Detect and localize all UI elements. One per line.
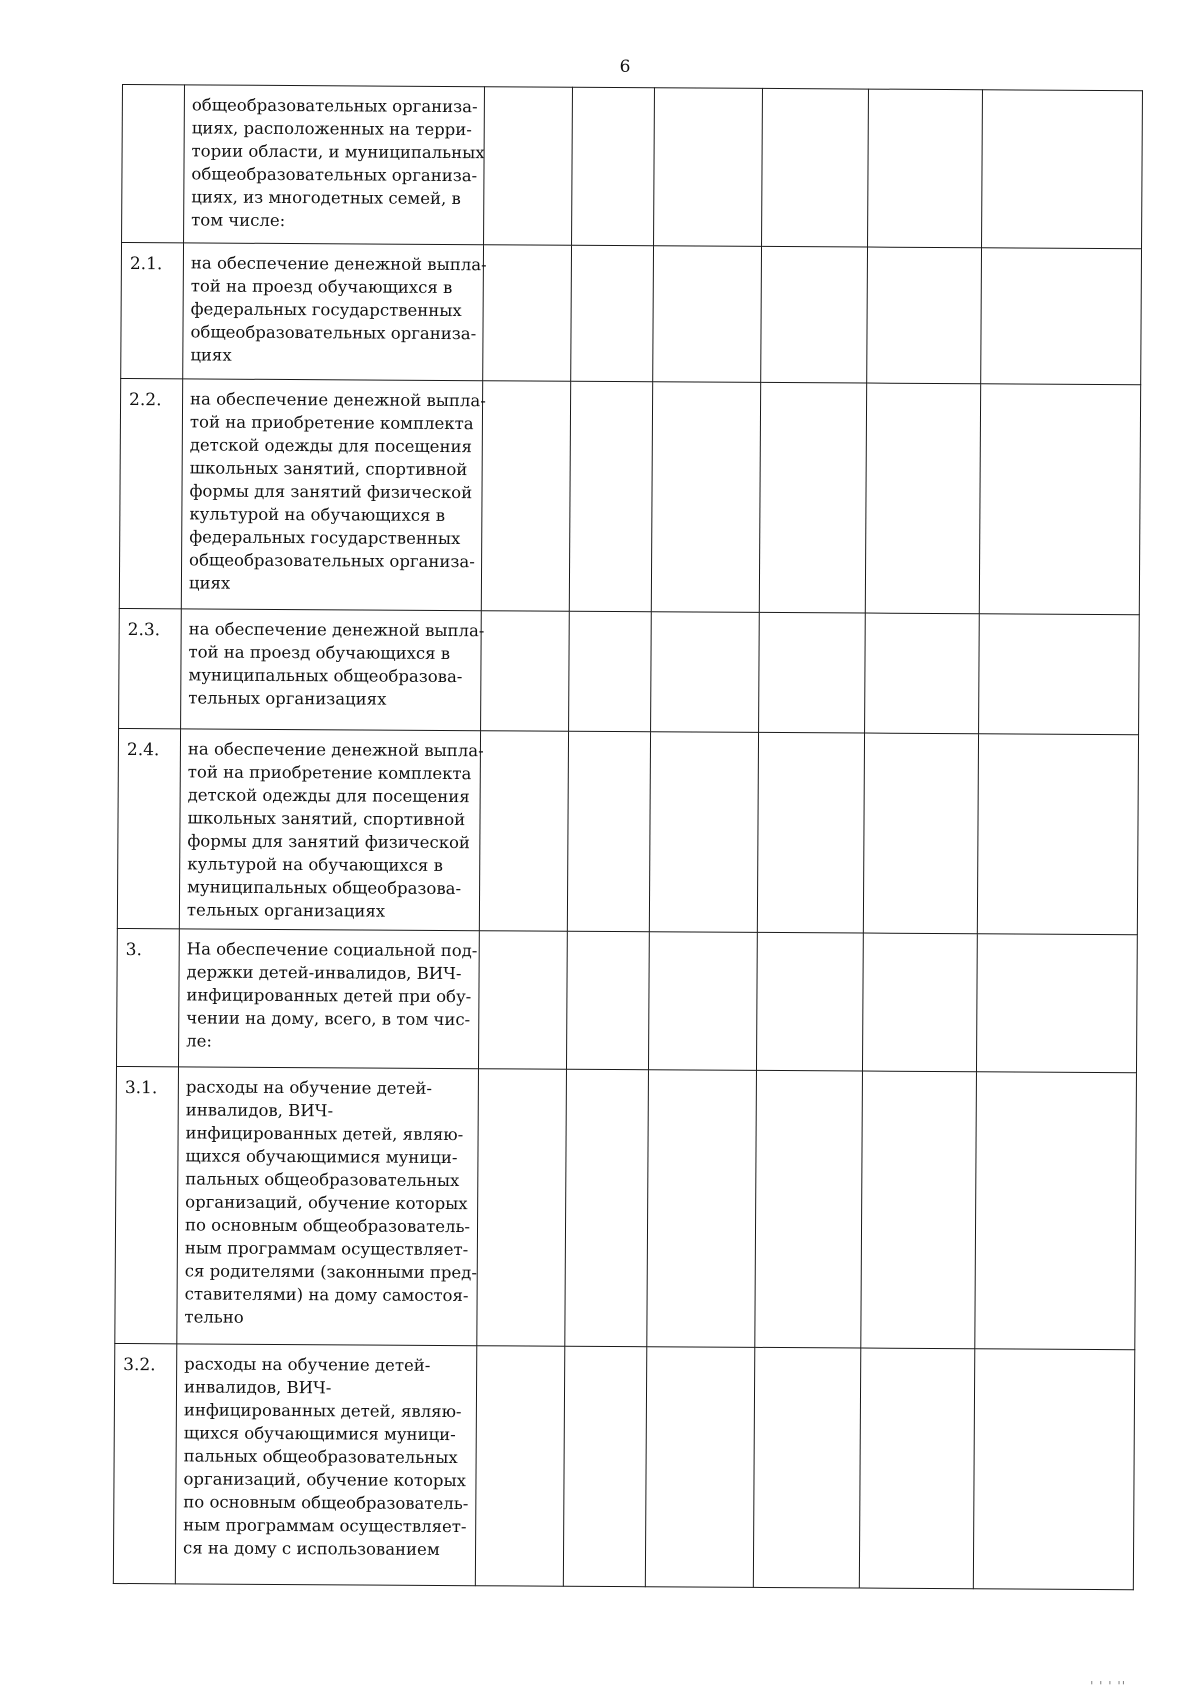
budget-table xyxy=(113,84,1143,1590)
value-cell-empty xyxy=(484,87,573,246)
value-cell-empty xyxy=(654,88,763,247)
description-line: тории области, и муниципальных xyxy=(191,141,485,163)
value-cell-empty xyxy=(861,1071,977,1349)
row-description xyxy=(175,1344,476,1586)
value-cell-empty xyxy=(868,89,983,248)
description-line: общеобразовательных организа- xyxy=(191,164,478,186)
description-line: пальных общеобразовательных xyxy=(183,1446,458,1468)
row-number xyxy=(122,85,185,243)
row-number: 2.4. xyxy=(117,728,180,928)
description-line: той на приобретение комплекта xyxy=(187,762,472,784)
row-description xyxy=(184,85,485,245)
value-cell-empty xyxy=(982,90,1143,249)
value-cell-empty xyxy=(475,1346,564,1587)
value-cell-empty xyxy=(481,611,570,732)
description-line: муниципальных общеобразова- xyxy=(187,877,462,899)
value-cell-empty xyxy=(865,613,980,734)
page-number: 6 xyxy=(619,57,631,77)
table-row xyxy=(121,243,1142,385)
value-cell-empty xyxy=(478,931,567,1070)
row-number: 2.2. xyxy=(119,378,182,608)
value-cell-empty xyxy=(762,88,869,247)
description-line: организаций, обучение которых xyxy=(183,1469,467,1491)
value-cell-empty xyxy=(759,382,866,613)
row-description xyxy=(183,243,487,381)
value-cell-empty xyxy=(479,731,568,932)
description-line: формы для занятий физической xyxy=(187,831,471,853)
description-line: ся на дому с использованием xyxy=(183,1538,440,1559)
description-line: чении на дому, всего, в том чис- xyxy=(186,1008,471,1030)
value-cell-empty xyxy=(867,247,982,384)
description-line: циях xyxy=(188,573,231,593)
value-cell-empty xyxy=(571,245,654,381)
description-line: на обеспечение денежной выпла- xyxy=(188,619,485,641)
value-cell-empty xyxy=(651,612,760,733)
description-line: расходы на обучение детей- xyxy=(185,1077,433,1098)
description-line: ным программам осуществляет- xyxy=(183,1515,467,1537)
description-line: той на приобретение комплекта xyxy=(189,412,474,434)
description-line: тельных организациях xyxy=(186,900,386,921)
table-row xyxy=(119,378,1140,614)
description-line: держки детей-инвалидов, ВИЧ- xyxy=(186,962,462,984)
description-line: детской одежды для посещения xyxy=(189,435,472,457)
description-line: пальных общеобразовательных xyxy=(185,1169,460,1191)
description-line: инвалидов, ВИЧ- xyxy=(183,1377,332,1398)
value-cell-empty xyxy=(976,934,1137,1073)
value-cell-empty xyxy=(569,611,652,731)
description-line: культурой на обучающихся в xyxy=(187,854,443,875)
value-cell-empty xyxy=(565,1069,649,1346)
description-line: той на проезд обучающихся в xyxy=(190,276,453,298)
description-line: циях, расположенных на терри- xyxy=(191,118,472,140)
description-line: тельных организациях xyxy=(188,688,387,709)
value-cell-empty xyxy=(647,1070,757,1348)
value-cell-empty xyxy=(649,732,758,933)
description-line: формы для занятий физической xyxy=(189,481,473,503)
description-line: том числе: xyxy=(191,210,286,230)
value-cell-empty xyxy=(979,614,1140,735)
row-number: 3. xyxy=(116,928,179,1066)
value-cell-empty xyxy=(981,248,1142,385)
description-line: школьных занятий, спортивной xyxy=(187,808,466,830)
row-description xyxy=(181,379,486,611)
description-line: по основным общеобразователь- xyxy=(183,1492,469,1514)
value-cell-empty xyxy=(651,382,760,613)
description-line: щихся обучающимися муници- xyxy=(183,1423,456,1445)
value-cell-empty xyxy=(859,1348,974,1589)
value-cell-empty xyxy=(863,733,978,934)
description-line: ным программам осуществляет- xyxy=(184,1238,469,1260)
description-line: циях, из многодетных семей, в xyxy=(191,187,461,209)
value-cell-empty xyxy=(481,381,570,612)
description-line: инфицированных детей при обу- xyxy=(186,985,472,1007)
scan-marks: ' ' ' '' xyxy=(1090,1679,1126,1693)
value-cell-empty xyxy=(477,1069,567,1347)
value-cell-empty xyxy=(755,1070,863,1348)
value-cell-empty xyxy=(865,383,980,614)
value-cell-empty xyxy=(569,381,652,611)
table-row xyxy=(119,608,1140,734)
description-line: ле: xyxy=(186,1031,213,1051)
value-cell-empty xyxy=(975,1072,1137,1350)
description-line: ся родителями (законными пред- xyxy=(184,1261,478,1283)
value-cell-empty xyxy=(753,1347,860,1588)
row-description xyxy=(177,1067,479,1346)
description-line: детской одежды для посещения xyxy=(187,785,470,807)
value-cell-empty xyxy=(973,1349,1134,1590)
description-line: инвалидов, ВИЧ- xyxy=(185,1100,334,1121)
description-line: циях xyxy=(190,345,232,365)
table-row xyxy=(113,1343,1134,1589)
row-number: 3.2. xyxy=(113,1343,176,1583)
description-line: ставителями) на дому самостоя- xyxy=(184,1284,469,1306)
description-line: на обеспечение денежной выпла- xyxy=(190,389,486,411)
description-line: культурой на обучающихся в xyxy=(189,504,446,525)
value-cell-empty xyxy=(567,731,650,931)
row-number: 3.1. xyxy=(115,1066,179,1343)
description-line: организаций, обучение которых xyxy=(185,1192,468,1214)
description-line: по основным общеобразователь- xyxy=(184,1215,471,1237)
table-row xyxy=(122,85,1143,249)
value-cell-empty xyxy=(757,732,864,933)
value-cell-empty xyxy=(648,932,757,1071)
description-line: федеральных государственных xyxy=(189,527,461,549)
table-row xyxy=(117,728,1138,934)
table-body xyxy=(113,85,1142,1590)
description-line: федеральных государственных xyxy=(190,299,462,321)
description-line: На обеспечение социальной под- xyxy=(186,939,478,961)
row-number: 2.1. xyxy=(121,243,184,379)
table-row xyxy=(115,1066,1137,1349)
value-cell-empty xyxy=(566,931,649,1069)
row-description xyxy=(179,729,484,931)
description-line: на обеспечение денежной выпла- xyxy=(190,253,487,275)
description-line: общеобразовательных организа- xyxy=(190,322,477,344)
value-cell-empty xyxy=(977,734,1138,935)
description-line: муниципальных общеобразова- xyxy=(188,665,463,687)
description-line: школьных занятий, спортивной xyxy=(189,458,468,480)
value-cell-empty xyxy=(862,933,977,1072)
value-cell-empty xyxy=(756,932,863,1071)
value-cell-empty xyxy=(653,246,762,383)
description-line: инфицированных детей, являю- xyxy=(183,1400,462,1422)
row-description xyxy=(178,929,479,1069)
value-cell-empty xyxy=(572,87,655,245)
value-cell-empty xyxy=(563,1346,646,1586)
value-cell-empty xyxy=(759,612,866,733)
row-description xyxy=(181,609,485,731)
description-line: общеобразовательных организа- xyxy=(191,95,478,117)
description-line: общеобразовательных организа- xyxy=(189,550,475,572)
value-cell-empty xyxy=(483,245,572,382)
description-line: на обеспечение денежной выпла- xyxy=(187,739,484,761)
description-line: тельно xyxy=(184,1307,244,1327)
description-line: той на проезд обучающихся в xyxy=(188,642,451,664)
value-cell-empty xyxy=(979,384,1140,615)
value-cell-empty xyxy=(645,1347,754,1588)
row-number: 2.3. xyxy=(119,608,182,728)
value-cell-empty xyxy=(761,246,868,383)
description-line: щихся обучающимися муници- xyxy=(185,1146,458,1168)
description-line: инфицированных детей, являю- xyxy=(185,1123,464,1145)
table-row xyxy=(116,928,1137,1072)
description-line: расходы на обучение детей- xyxy=(184,1354,431,1375)
